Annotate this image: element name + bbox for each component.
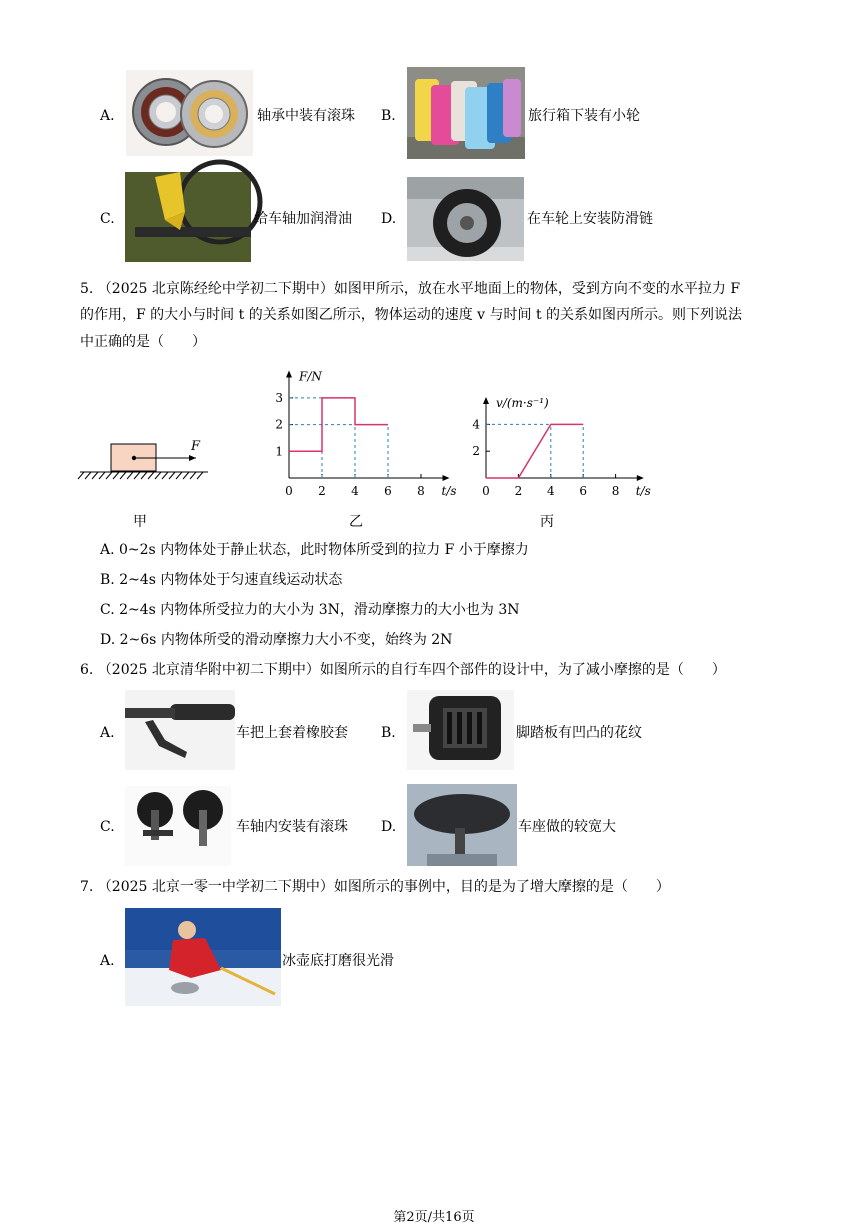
q4-option-b-letter: B. (381, 108, 396, 124)
x-tick-label: 4 (546, 484, 555, 498)
q6-option-c-letter: C. (100, 819, 115, 835)
q5-option-a: A. 0~2s 内物体处于静止状态，此时物体所受到的拉力 F 小于摩擦力 (100, 542, 529, 558)
q4-option-a-text: 轴承中装有滚珠 (257, 108, 355, 124)
x-tick-label: 0 (482, 484, 490, 498)
x-tick-label: 6 (384, 484, 392, 498)
y-tick-label: 1 (275, 444, 283, 459)
caption-jia: 甲 (133, 514, 147, 530)
x-tick-label: 6 (579, 484, 588, 498)
x-tick-label: 8 (417, 484, 425, 498)
q5-stem-line3: 中正确的是（ ） (80, 334, 206, 350)
y-tick-label: 2 (472, 444, 480, 459)
q7-option-a-text: 冰壶底打磨很光滑 (282, 953, 394, 969)
x-tick-label: 4 (351, 484, 359, 498)
q6-option-b-letter: B. (381, 725, 396, 741)
q5-stem-line1: 5. （2025 北京陈经纶中学初二下期中）如图甲所示，放在水平地面上的物体，受到方向不变的水平拉力 F (80, 281, 741, 297)
y-tick-label: 4 (472, 417, 480, 432)
y-tick-label: 3 (275, 390, 283, 405)
bearing-image (126, 70, 253, 156)
figure-jia (78, 436, 218, 486)
snow-chain-image (407, 177, 524, 261)
q7-option-a-letter: A. (100, 953, 115, 969)
q5-option-d: D. 2~6s 内物体所受的滑动摩擦力大小不变，始终为 2N (100, 632, 453, 648)
suitcase-image (407, 67, 525, 159)
q4-option-d-letter: D. (381, 211, 397, 227)
saddle-image (407, 784, 517, 866)
q6-stem-line1: 6. （2025 北京清华附中初二下期中）如图所示的自行车四个部件的设计中，为了减小摩擦的是（ ） (80, 662, 726, 678)
x-axis-label: t/s (635, 484, 651, 498)
page-footer: 第2页/共16页 (393, 1210, 475, 1225)
q6-option-d-letter: D. (381, 819, 397, 835)
q4-option-d-text: 在车轮上安装防滑链 (527, 211, 653, 227)
x-tick-label: 2 (514, 484, 523, 498)
x-axis-label: t/s (441, 484, 457, 498)
y-axis-label: v/(m·s⁻¹) (496, 396, 549, 410)
x-tick-label: 0 (285, 484, 293, 498)
chart-force-time (270, 360, 457, 500)
hub-image (125, 786, 231, 866)
y-tick-label: 2 (275, 417, 283, 432)
q4-option-c-text: 给车轴加润滑油 (254, 211, 352, 227)
pedal-image (407, 690, 514, 770)
y-axis-arrow (483, 397, 489, 404)
oil-chain-image (125, 172, 251, 262)
caption-yi: 乙 (349, 514, 363, 530)
q6-option-a-letter: A. (100, 725, 115, 741)
series-line (486, 424, 583, 478)
force-label: F (191, 439, 201, 454)
q6-option-d-text: 车座做的较宽大 (518, 819, 616, 835)
q7-stem-line1: 7. （2025 北京一零一中学初二下期中）如图所示的事例中，目的是为了增大摩擦的是（ ） (80, 879, 670, 895)
q4-option-b-text: 旅行箱下装有小轮 (528, 108, 640, 124)
chart-velocity-time (466, 360, 651, 500)
x-tick-label: 8 (611, 484, 620, 498)
q5-stem-line2: 的作用，F 的大小与时间 t 的关系如图乙所示，物体运动的速度 v 与时间 t 的关系如图丙所示。则下列说法 (80, 307, 743, 323)
q6-option-a-text: 车把上套着橡胶套 (236, 725, 348, 741)
q5-option-b: B. 2~4s 内物体处于匀速直线运动状态 (100, 572, 343, 588)
x-axis-arrow (637, 475, 644, 481)
y-axis-arrow (286, 371, 292, 378)
y-axis-label: F/N (299, 369, 322, 384)
q6-option-b-text: 脚踏板有凹凸的花纹 (516, 725, 642, 741)
caption-bing: 丙 (540, 514, 554, 530)
q4-option-c-letter: C. (100, 211, 115, 227)
curling-image (125, 908, 281, 1006)
q5-option-c: C. 2~4s 内物体所受拉力的大小为 3N，滑动摩擦力的大小也为 3N (100, 602, 520, 618)
q6-option-c-text: 车轴内安装有滚珠 (236, 819, 348, 835)
x-axis-arrow (443, 475, 450, 481)
x-tick-label: 2 (318, 484, 326, 498)
q4-option-a-letter: A. (100, 108, 115, 124)
ground-hatch (78, 472, 203, 479)
handlebar-image (125, 690, 235, 770)
